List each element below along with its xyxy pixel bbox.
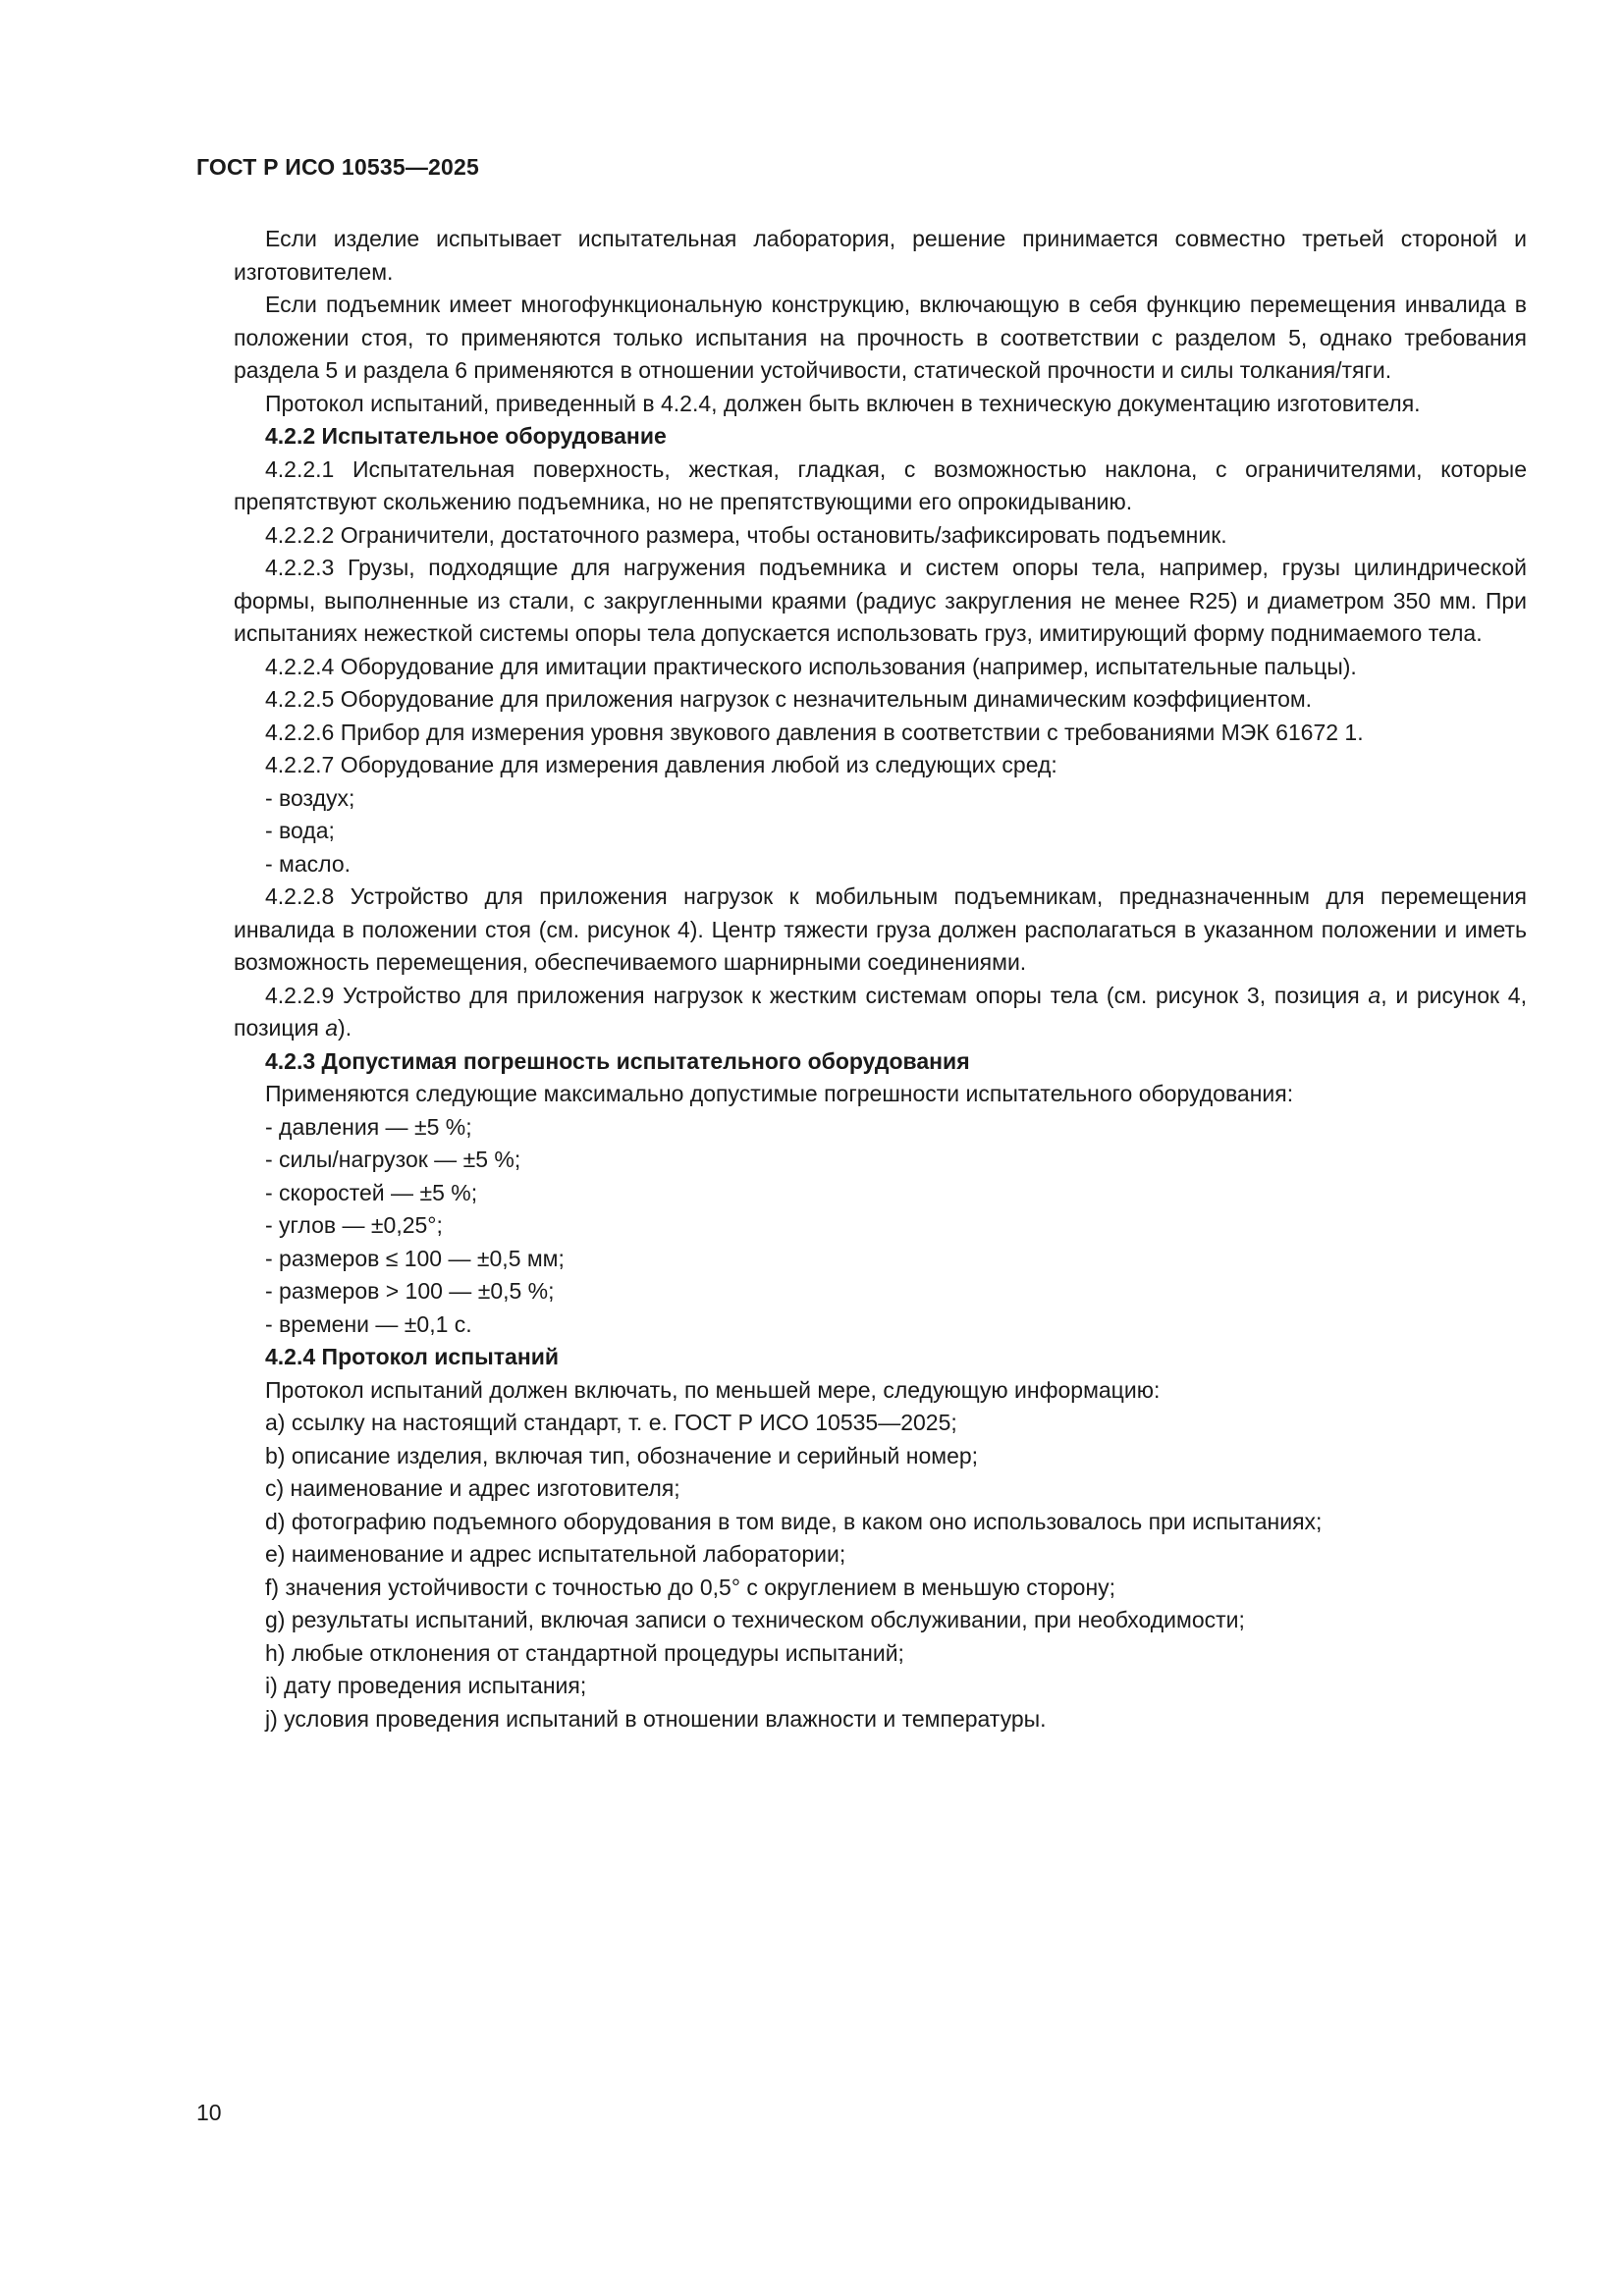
list-item: - вода; [265, 818, 335, 843]
list-item: d) фотографию подъемного оборудования в том виде, в каком оно использовалось при испытаниях; [265, 1508, 1323, 1534]
clause-italic: а [1368, 982, 1381, 1008]
list-item: - размеров > 100 — ±0,5 %; [265, 1278, 555, 1304]
page-number: 10 [196, 2100, 222, 2125]
list-item: b) описание изделия, включая тип, обозначение и серийный номер; [265, 1442, 979, 1468]
list-item: - размеров ≤ 100 — ±0,5 мм; [265, 1245, 565, 1271]
list-item: - давления — ±5 %; [265, 1113, 472, 1140]
list-item: j) условия проведения испытаний в отношении влажности и температуры. [265, 1705, 1047, 1732]
list-item: - времени — ±0,1 с. [265, 1310, 472, 1337]
section-intro: Применяются следующие максимально допустимые погрешности испытательного оборудования: [265, 1081, 1294, 1106]
section-heading-4-2-3: 4.2.3 Допустимая погрешность испытательного оборудования [265, 1047, 970, 1074]
list-item: h) любые отклонения от стандартной процедуры испытаний; [265, 1639, 904, 1666]
document-header: ГОСТ Р ИСО 10535—2025 [196, 154, 480, 180]
clause-4-2-2-4: 4.2.2.4 Оборудование для имитации практического использования (например, испытательные пальцы). [265, 653, 1357, 679]
list-item: e) наименование и адрес испытательной лаборатории; [265, 1541, 846, 1567]
section-heading-4-2-4: 4.2.4 Протокол испытаний [265, 1344, 559, 1369]
clause-4-2-2-7: 4.2.2.7 Оборудование для измерения давления любой из следующих сред: [265, 752, 1057, 777]
clause-4-2-2-9 [234, 980, 1527, 1045]
clause-4-2-2-2: 4.2.2.2 Ограничители, достаточного размера, чтобы остановить/зафиксировать подъемник. [265, 521, 1227, 548]
paragraph: Протокол испытаний, приведенный в 4.2.4, должен быть включен в техническую документацию изготовителя. [265, 390, 1421, 416]
list-item: - углов — ±0,25°; [265, 1212, 443, 1238]
clause-text: 4.2.2.9 Устройство для приложения нагрузок к жестким системам опоры тела (см. рисунок 3, позиция [265, 982, 1369, 1008]
list-item: f) значения устойчивости с точностью до 0,5° с округлением в меньшую сторону; [265, 1574, 1116, 1600]
clause-4-2-2-3: 4.2.2.3 Грузы, подходящие для нагружения подъемника и систем опоры тела, например, грузы цилиндрической формы, выполненные из стали, с закругленными краями (радиус закругления не менее R25) и диаметром 350 мм. При испытаниях нежесткой системы опоры тела допускается использовать груз, имитирующий форму поднимаемого тела. [234, 555, 1527, 646]
clause-text: ). [338, 1015, 352, 1041]
clause-4-2-2-6: 4.2.2.6 Прибор для измерения уровня звукового давления в соответствии с требованиями МЭК 61672 1. [265, 719, 1364, 745]
document-body [234, 223, 1527, 1735]
clause-text: , и рисунок 4, позиция [234, 982, 1527, 1041]
clause-italic: а [325, 1015, 339, 1041]
paragraph: Если подъемник имеет многофункциональную конструкцию, включающую в себя функцию перемещения инвалида в положении стоя, то применяются только испытания на прочность в соответствии с разделом 5, однако требования раздела 5 и раздела 6 применяются в отношении устойчивости, статической прочности и силы толкания/тяги. [234, 292, 1527, 383]
section-heading-4-2-2: 4.2.2 Испытательное оборудование [265, 423, 667, 449]
list-item: - скоростей — ±5 %; [265, 1179, 478, 1205]
clause-4-2-2-1: 4.2.2.1 Испытательная поверхность, жесткая, гладкая, с возможностью наклона, с ограничителями, которые препятствуют скольжению подъемника, но не препятствующими его опрокидыванию. [234, 455, 1527, 514]
list-item: a) ссылку на настоящий стандарт, т. е. ГОСТ Р ИСО 10535—2025; [265, 1410, 957, 1435]
clause-4-2-2-5: 4.2.2.5 Оборудование для приложения нагрузок с незначительным динамическим коэффициентом. [265, 686, 1313, 712]
list-item: - масло. [265, 850, 352, 877]
clause-4-2-2-8: 4.2.2.8 Устройство для приложения нагрузок к мобильным подъемникам, предназначенным для перемещения инвалида в положении стоя (см. рисунок 4). Центр тяжести груза должен располагаться в указанном положении и иметь возможность перемещения, обеспечиваемого шарнирными соединениями. [234, 883, 1527, 975]
paragraph: Если изделие испытывает испытательная лаборатория, решение принимается совместно третьей стороной и изготовителем. [234, 226, 1527, 285]
list-item: g) результаты испытаний, включая записи о техническом обслуживании, при необходимости; [265, 1607, 1245, 1632]
list-item: c) наименование и адрес изготовителя; [265, 1475, 680, 1501]
list-item: - силы/нагрузок — ±5 %; [265, 1147, 521, 1172]
section-intro: Протокол испытаний должен включать, по меньшей мере, следующую информацию: [265, 1376, 1161, 1403]
list-item: - воздух; [265, 784, 355, 811]
list-item: i) дату проведения испытания; [265, 1673, 587, 1698]
